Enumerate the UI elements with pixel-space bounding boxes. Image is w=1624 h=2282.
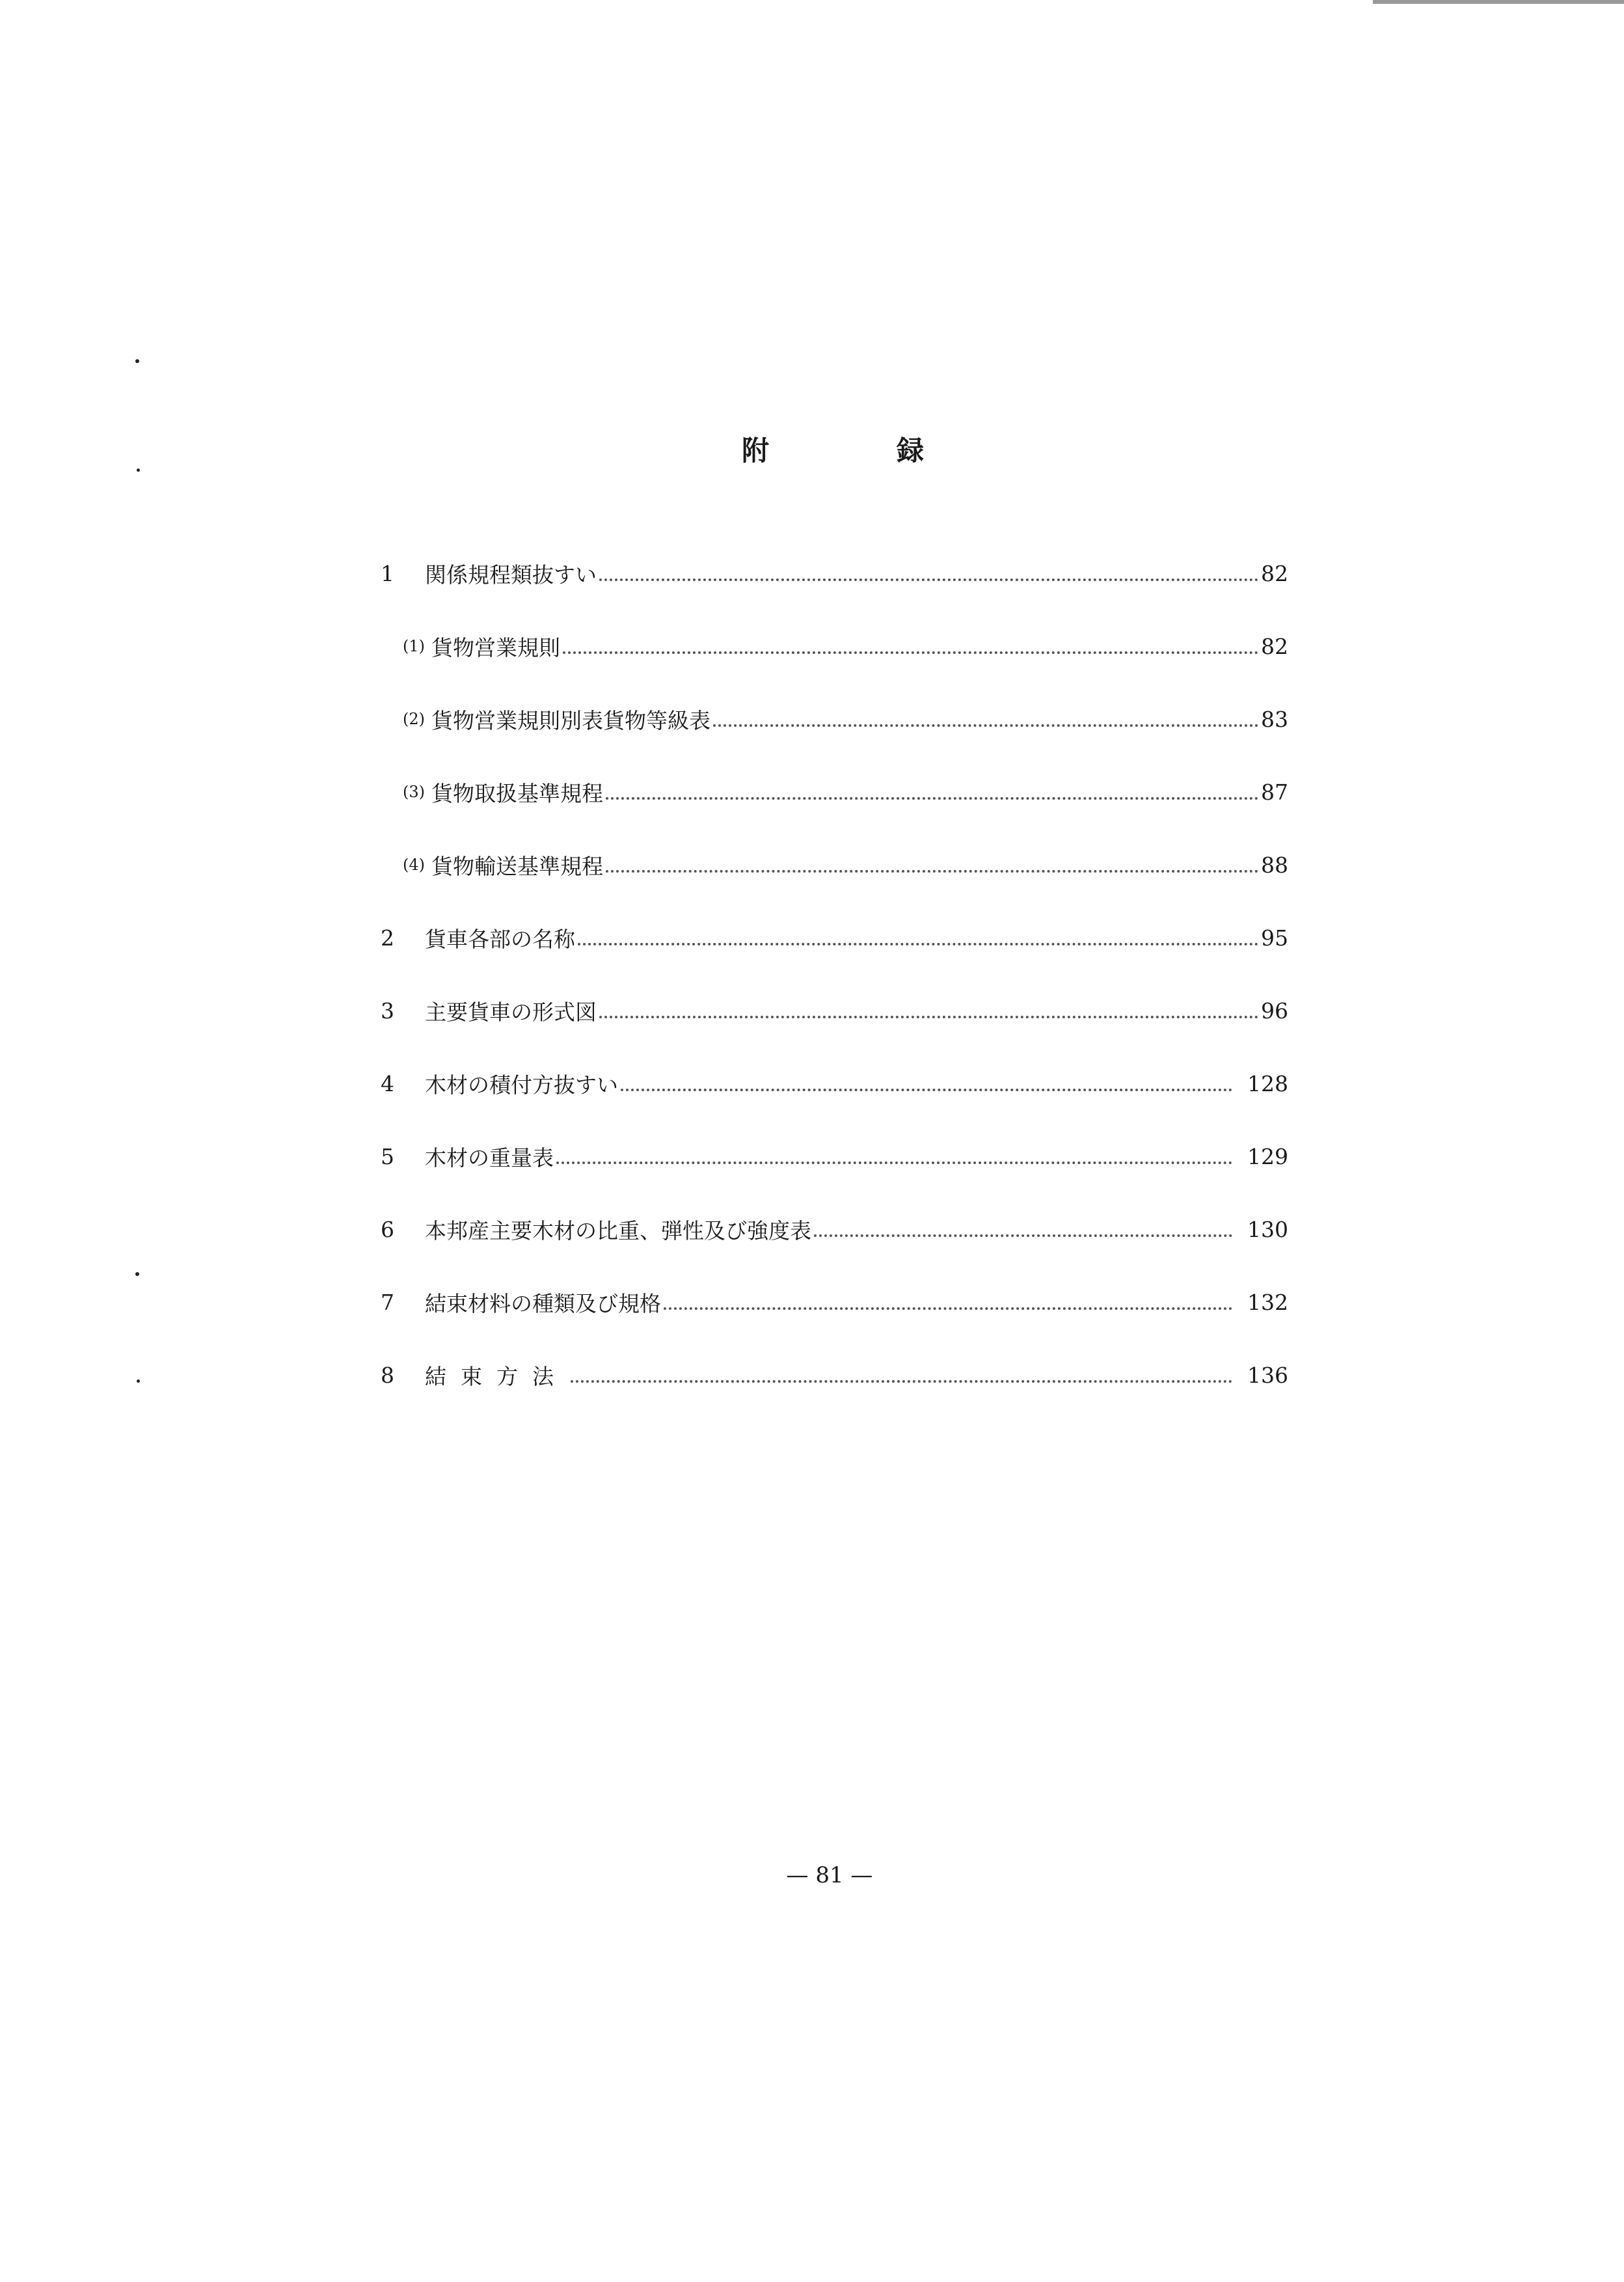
- scan-speck: [135, 359, 139, 363]
- title-char-1: 附: [742, 435, 770, 467]
- toc-entry[interactable]: [381, 610, 1288, 683]
- toc-entry-page: 87: [1261, 779, 1288, 805]
- toc-entry[interactable]: [381, 901, 1288, 974]
- toc-leader-dots: [606, 862, 1258, 873]
- toc-entry-page: 136: [1247, 1362, 1288, 1388]
- scan-speck: [137, 469, 140, 472]
- toc-entry-label: 木材の重量表: [425, 1145, 554, 1171]
- toc-entry-number: (2): [403, 710, 425, 728]
- toc-entry-label: 本邦産主要木材の比重、弾性及び強度表: [425, 1217, 811, 1243]
- toc-entry-label: 結束方法: [425, 1363, 568, 1389]
- toc-leader-dots: [713, 716, 1258, 727]
- toc-entry-label: 貨車各部の名称: [425, 926, 575, 952]
- toc-entry-number: 3: [381, 998, 394, 1024]
- toc-entry-label: 主要貨車の形式図: [425, 999, 597, 1025]
- scan-speck: [137, 1379, 140, 1383]
- toc-leader-dots: [814, 1227, 1232, 1237]
- toc-leader-dots: [571, 1372, 1232, 1383]
- toc-entry-number: 4: [381, 1070, 394, 1096]
- toc-entry-number: 2: [381, 925, 394, 951]
- toc-entry-number: 6: [381, 1216, 394, 1242]
- toc-entry-number: (3): [403, 783, 425, 801]
- toc-entry-page: 82: [1261, 633, 1288, 659]
- table-of-contents: [381, 537, 1288, 1411]
- page-title: [742, 429, 924, 469]
- toc-entry-page: 130: [1247, 1216, 1288, 1242]
- toc-entry-page: 132: [1247, 1289, 1288, 1315]
- toc-entry-number: 8: [381, 1362, 394, 1388]
- toc-entry[interactable]: [381, 755, 1288, 828]
- toc-entry[interactable]: [381, 974, 1288, 1047]
- toc-leader-dots: [606, 789, 1258, 800]
- toc-leader-dots: [578, 935, 1258, 945]
- toc-entry-number: 1: [381, 560, 394, 586]
- toc-entry-number: 7: [381, 1289, 394, 1315]
- toc-entry[interactable]: [381, 1047, 1288, 1120]
- toc-entry-number: (1): [403, 637, 425, 655]
- toc-entry-label: 貨物輸送基準規程: [431, 853, 603, 879]
- toc-entry[interactable]: [381, 828, 1288, 901]
- page-number-footer: — 81 —: [786, 1862, 873, 1888]
- toc-leader-dots: [599, 571, 1258, 581]
- toc-entry[interactable]: [381, 683, 1288, 755]
- toc-entry-page: 83: [1261, 706, 1288, 732]
- toc-entry[interactable]: [381, 1193, 1288, 1266]
- toc-leader-dots: [563, 644, 1258, 654]
- toc-entry[interactable]: [381, 1120, 1288, 1193]
- toc-entry[interactable]: [381, 1266, 1288, 1338]
- toc-entry-label: 木材の積付方抜すい: [425, 1072, 618, 1098]
- toc-entry-page: 96: [1261, 998, 1288, 1024]
- toc-entry-label: 貨物営業規則: [431, 634, 560, 660]
- toc-entry-number: 5: [381, 1143, 394, 1169]
- toc-entry-label: 関係規程類抜すい: [425, 562, 597, 588]
- toc-leader-dots: [556, 1154, 1232, 1164]
- scan-edge-rule: [1373, 0, 1624, 4]
- toc-leader-dots: [621, 1081, 1232, 1091]
- toc-entry-page: 128: [1247, 1070, 1288, 1096]
- toc-entry[interactable]: [381, 537, 1288, 610]
- title-char-2: 録: [896, 435, 924, 467]
- toc-entry-label: 貨物取扱基準規程: [431, 780, 603, 806]
- toc-entry-label: 貨物営業規則別表貨物等級表: [431, 707, 710, 733]
- toc-entry-page: 88: [1261, 852, 1288, 878]
- toc-leader-dots: [664, 1299, 1232, 1310]
- toc-entry-label: 結束材料の種類及び規格: [425, 1290, 661, 1316]
- toc-entry-page: 129: [1247, 1143, 1288, 1169]
- toc-entry-page: 82: [1261, 560, 1288, 586]
- scan-speck: [135, 1272, 139, 1276]
- toc-entry[interactable]: [381, 1338, 1288, 1411]
- toc-leader-dots: [599, 1008, 1258, 1018]
- toc-entry-number: (4): [403, 856, 425, 874]
- toc-entry-page: 95: [1261, 925, 1288, 951]
